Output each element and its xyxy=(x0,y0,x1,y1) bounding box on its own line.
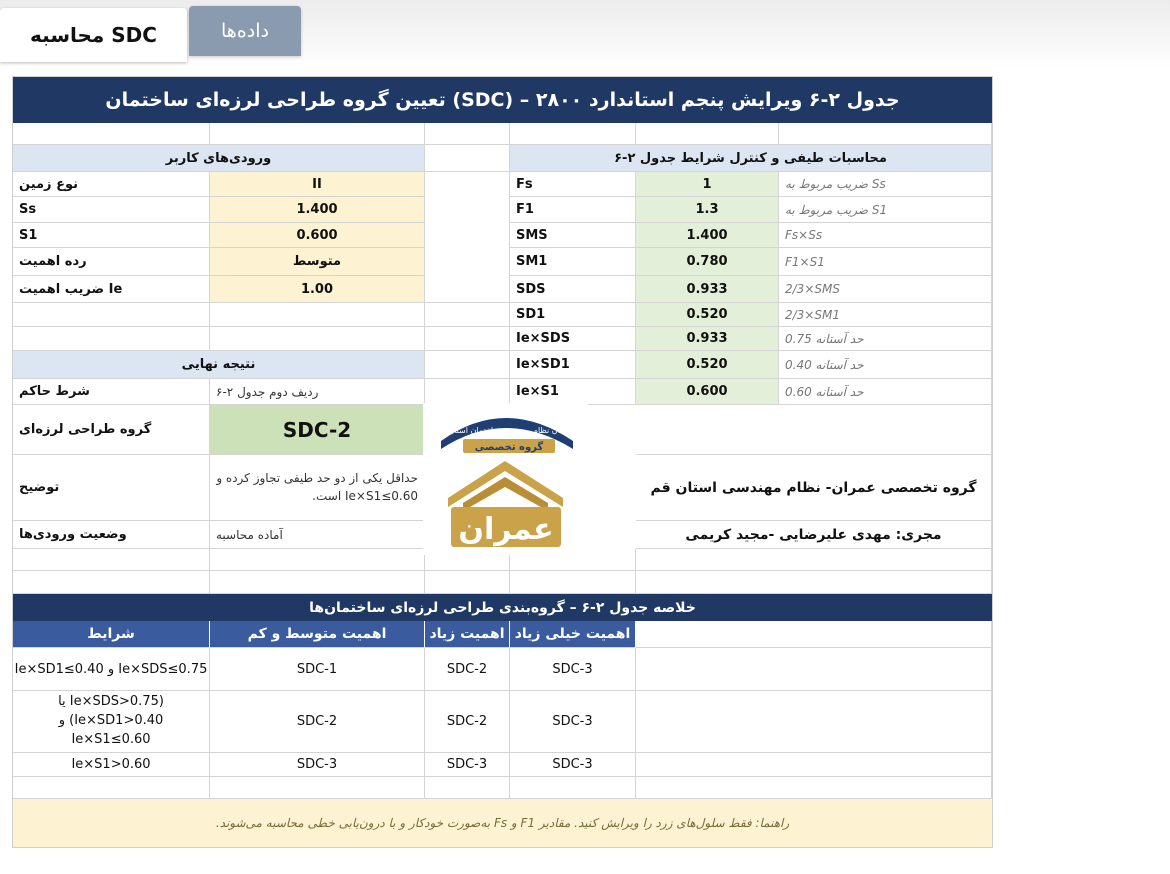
description-value: حداقل یکی از دو حد طیفی تجاوز کرده و Ie×S1≤0.60 است. xyxy=(210,455,425,521)
summary-header-very-high: اهمیت خیلی زیاد xyxy=(510,621,636,648)
empty-cell[interactable] xyxy=(779,123,992,145)
calc-header: محاسبات طیفی و کنترل شرایط جدول ۲-۶ xyxy=(510,145,992,172)
empty-cell[interactable] xyxy=(636,753,992,777)
result-header: نتیجه نهایی xyxy=(13,351,425,379)
empty-cell[interactable] xyxy=(636,571,992,594)
inputs-status-value: آماده محاسبه xyxy=(210,521,425,549)
calc-label-sm1: SM1 xyxy=(510,248,636,276)
empty-cell[interactable] xyxy=(210,303,425,327)
empty-cell[interactable] xyxy=(510,123,636,145)
logo-word: عمران xyxy=(458,512,554,547)
summary-row-1-condition: Ie×SDS≤0.75 و Ie×SD1≤0.40 xyxy=(13,648,210,691)
calc-value-sds: 0.933 xyxy=(636,276,779,303)
summary-row-1-very-high: SDC-3 xyxy=(510,648,636,691)
summary-row-2-condition: (Ie×SDS>0.75 یا Ie×SD1>0.40) و Ie×S1≤0.60 xyxy=(13,691,210,753)
summary-row-3-high: SDC-3 xyxy=(425,753,510,777)
empty-cell[interactable] xyxy=(425,351,510,379)
summary-row-1-high: SDC-2 xyxy=(425,648,510,691)
calc-note-ie-sd1: حد آستانه 0.40 xyxy=(779,351,992,379)
calc-note-sm1: F1×S1 xyxy=(779,248,992,276)
calc-label-ie-s1: Ie×S1 xyxy=(510,379,636,405)
calc-note-sd1: 2/3×SM1 xyxy=(779,303,992,327)
inputs-status-label: وضعیت ورودی‌ها xyxy=(13,521,210,549)
description-label: توضیح xyxy=(13,455,210,521)
input-s1[interactable]: 0.600 xyxy=(210,223,425,248)
empty-cell[interactable] xyxy=(510,777,636,799)
empty-cell[interactable] xyxy=(636,777,992,799)
empty-cell[interactable] xyxy=(425,379,510,405)
input-label-ss: Ss xyxy=(13,197,210,223)
empty-cell[interactable] xyxy=(425,571,510,594)
calc-value-ie-sds: 0.933 xyxy=(636,327,779,351)
summary-row-3-very-high: SDC-3 xyxy=(510,753,636,777)
calc-label-f1: F1 xyxy=(510,197,636,223)
calc-value-sms: 1.400 xyxy=(636,223,779,248)
empty-cell[interactable] xyxy=(210,571,425,594)
empty-cell[interactable] xyxy=(425,303,510,327)
logo-graphic xyxy=(423,403,588,555)
empty-cell[interactable] xyxy=(425,777,510,799)
input-label-importance-class: رده اهمیت xyxy=(13,248,210,276)
empty-cell[interactable] xyxy=(210,549,425,571)
logo-ribbon-text: گروه تخصصی xyxy=(474,442,544,453)
calc-note-f1: S1 ضریب مربوط به xyxy=(779,197,992,223)
empty-cell[interactable] xyxy=(13,303,210,327)
empty-cell[interactable] xyxy=(636,621,992,648)
summary-header-mid: اهمیت متوسط و کم xyxy=(210,621,425,648)
calc-label-ie-sds: Ie×SDS xyxy=(510,327,636,351)
logo-top-text: سازمان نظام مهندسی ساختمان استان قم xyxy=(436,426,578,435)
input-label-ie: Ie ضریب اهمیت xyxy=(13,276,210,303)
calc-label-ie-sd1: Ie×SD1 xyxy=(510,351,636,379)
summary-title: خلاصه جدول ۲-۶ – گروه‌بندی طراحی لرزه‌ای ساختمان‌ها xyxy=(13,594,992,621)
calc-value-sd1: 0.520 xyxy=(636,303,779,327)
calc-value-ie-s1: 0.600 xyxy=(636,379,779,405)
civil-group-logo xyxy=(423,403,588,555)
calc-label-sms: SMS xyxy=(510,223,636,248)
calc-note-ie-sds: حد آستانه 0.75 xyxy=(779,327,992,351)
calc-label-fs: Fs xyxy=(510,172,636,197)
summary-header-high: اهمیت زیاد xyxy=(425,621,510,648)
summary-row-3-condition: Ie×S1>0.60 xyxy=(13,753,210,777)
calc-value-f1: 1.3 xyxy=(636,197,779,223)
spreadsheet xyxy=(12,76,993,848)
calc-label-sd1: SD1 xyxy=(510,303,636,327)
calc-value-ie-sd1: 0.520 xyxy=(636,351,779,379)
summary-row-3-mid: SDC-3 xyxy=(210,753,425,777)
empty-cell[interactable] xyxy=(210,327,425,351)
footer-note: راهنما: فقط سلول‌های زرد را ویرایش کنید. مقادیر F1 و Fs به‌صورت خودکار و با درون‌یابی خطی محاسبه می‌شوند. xyxy=(13,799,992,847)
sdc-label: گروه طراحی لرزه‌ای xyxy=(13,405,210,455)
empty-cell[interactable] xyxy=(210,123,425,145)
empty-cell[interactable] xyxy=(425,327,510,351)
input-soil-type[interactable]: II xyxy=(210,172,425,197)
sheet-title: جدول ۲-۶ ویرایش پنجم استاندارد ۲۸۰۰ – (SDC) تعیین گروه طراحی لرزه‌ای ساختمان xyxy=(13,77,992,123)
summary-header-conditions: شرایط xyxy=(13,621,210,648)
empty-cell[interactable] xyxy=(13,123,210,145)
empty-cell[interactable] xyxy=(425,123,510,145)
calc-value-sm1: 0.780 xyxy=(636,248,779,276)
input-label-soil-type: نوع زمین xyxy=(13,172,210,197)
calc-note-sms: Fs×Ss xyxy=(779,223,992,248)
empty-cell[interactable] xyxy=(13,777,210,799)
empty-cell[interactable] xyxy=(425,172,510,303)
empty-cell[interactable] xyxy=(425,145,510,172)
sdc-result-value: SDC-2 xyxy=(210,405,425,455)
empty-cell[interactable] xyxy=(510,571,636,594)
summary-row-1-mid: SDC-1 xyxy=(210,648,425,691)
calc-value-fs: 1 xyxy=(636,172,779,197)
empty-cell[interactable] xyxy=(13,327,210,351)
governing-value: ردیف دوم جدول ۲-۶ xyxy=(210,379,425,405)
empty-cell[interactable] xyxy=(636,405,992,455)
empty-cell[interactable] xyxy=(13,549,210,571)
input-importance-class[interactable]: متوسط xyxy=(210,248,425,276)
empty-cell[interactable] xyxy=(636,549,992,571)
summary-row-2-very-high: SDC-3 xyxy=(510,691,636,753)
summary-row-2-high: SDC-2 xyxy=(425,691,510,753)
calc-label-sds: SDS xyxy=(510,276,636,303)
governing-label: شرط حاکم xyxy=(13,379,210,405)
empty-cell[interactable] xyxy=(636,123,779,145)
empty-cell[interactable] xyxy=(636,648,992,691)
calc-note-fs: Ss ضریب مربوط به xyxy=(779,172,992,197)
tab-sdc-calculation[interactable]: محاسبه SDC xyxy=(0,8,187,62)
calc-note-sds: 2/3×SMS xyxy=(779,276,992,303)
summary-row-2-mid: SDC-2 xyxy=(210,691,425,753)
input-label-s1: S1 xyxy=(13,223,210,248)
credits-authors: مجری: مهدی علیرضایی -مجید کریمی xyxy=(636,521,992,549)
empty-cell[interactable] xyxy=(13,571,210,594)
input-ss[interactable]: 1.400 xyxy=(210,197,425,223)
input-ie[interactable]: 1.00 xyxy=(210,276,425,303)
empty-cell[interactable] xyxy=(636,691,992,753)
tab-data[interactable]: داده‌ها xyxy=(189,6,301,56)
empty-cell[interactable] xyxy=(210,777,425,799)
credits-group: گروه تخصصی عمران- نظام مهندسی استان قم xyxy=(636,455,992,521)
calc-note-ie-s1: حد آستانه 0.60 xyxy=(779,379,992,405)
inputs-header: ورودی‌های کاربر xyxy=(13,145,425,172)
